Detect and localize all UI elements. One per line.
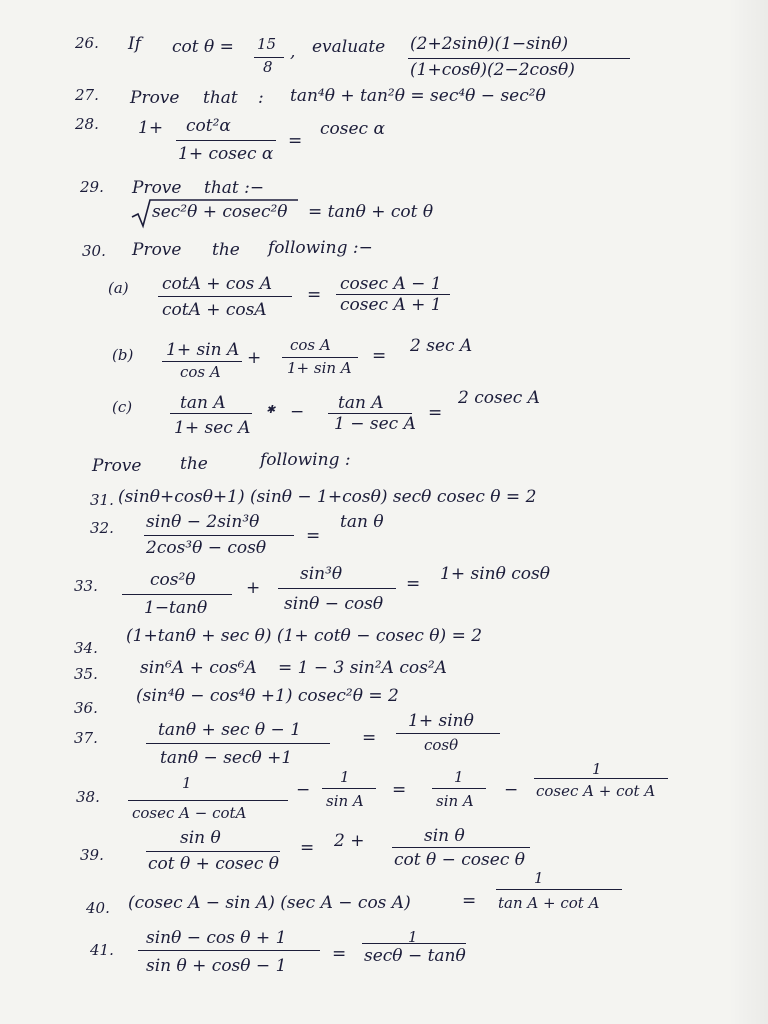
fraction-denominator: cosec A + 1 bbox=[340, 295, 442, 315]
fraction-bar bbox=[144, 535, 294, 536]
fraction-denominator: 1+ sin A bbox=[287, 359, 352, 377]
math: (sinθ+cosθ+1) (sinθ − 1+cosθ) secθ cosec θ = 2 bbox=[118, 487, 537, 507]
radicand: sec²θ + cosec²θ bbox=[152, 202, 288, 222]
plus: + bbox=[246, 578, 261, 598]
math: = tanθ + cot θ bbox=[308, 202, 434, 222]
fraction-numerator: 1+ sin A bbox=[166, 340, 240, 360]
fraction-numerator: 15 bbox=[257, 35, 277, 53]
fraction-numerator: tan A bbox=[338, 393, 384, 413]
page-edge-shadow bbox=[728, 0, 768, 1024]
fraction-numerator: tan A bbox=[180, 393, 226, 413]
problem-number: 41. bbox=[90, 941, 114, 959]
fraction-bar bbox=[396, 733, 500, 734]
fraction-numerator: sinθ − cos θ + 1 bbox=[146, 928, 287, 948]
math: cot θ = bbox=[172, 37, 234, 57]
fraction-bar bbox=[362, 943, 466, 944]
text: the bbox=[180, 454, 208, 474]
minus: − bbox=[504, 780, 519, 800]
part-label: (c) bbox=[112, 398, 133, 416]
fraction-denominator: tan A + cot A bbox=[498, 894, 600, 912]
equals: = bbox=[288, 131, 303, 151]
fraction-denominator: sin θ + cosθ − 1 bbox=[146, 956, 287, 976]
fraction-denominator: cot θ − cosec θ bbox=[394, 850, 525, 870]
problem-number: 35. bbox=[74, 665, 98, 683]
fraction-bar bbox=[162, 361, 242, 362]
text: : bbox=[258, 88, 264, 108]
fraction-numerator: sin³θ bbox=[300, 564, 343, 584]
fraction-bar bbox=[432, 788, 486, 789]
problem-number: 32. bbox=[90, 519, 114, 537]
equals: = bbox=[300, 838, 315, 858]
fraction-denominator: 1+ sec A bbox=[174, 418, 251, 438]
fraction-denominator: 1−tanθ bbox=[144, 598, 208, 618]
equals: = bbox=[362, 728, 377, 748]
fraction-bar bbox=[282, 357, 358, 358]
problem-number: 29. bbox=[80, 178, 104, 196]
plus: + bbox=[247, 348, 262, 368]
text: Prove bbox=[130, 88, 180, 108]
fraction-numerator: cotA + cos A bbox=[162, 274, 273, 294]
problem-number: 40. bbox=[86, 899, 110, 917]
fraction-denominator: cos A bbox=[180, 363, 221, 381]
fraction-bar bbox=[146, 851, 280, 852]
problem-number: 38. bbox=[76, 788, 100, 806]
fraction-numerator: cosec A − 1 bbox=[340, 274, 442, 294]
text: Prove bbox=[132, 240, 182, 260]
fraction-numerator: cos²θ bbox=[150, 570, 196, 590]
problem-number: 36. bbox=[74, 699, 98, 717]
part-label: (b) bbox=[112, 346, 134, 364]
fraction-numerator: cos A bbox=[290, 336, 331, 354]
problem-number: 30. bbox=[82, 242, 106, 260]
equals: = bbox=[332, 944, 347, 964]
equals: = bbox=[462, 891, 477, 911]
problem-number: 28. bbox=[75, 115, 99, 133]
minus: − bbox=[296, 780, 311, 800]
comma: , bbox=[290, 42, 296, 62]
minus: − bbox=[290, 402, 305, 422]
equals: = bbox=[306, 526, 321, 546]
fraction-numerator: (2+2sinθ)(1−sinθ) bbox=[410, 34, 569, 54]
math: 1+ sinθ cosθ bbox=[440, 564, 550, 584]
fraction-denominator: (1+cosθ)(2−2cosθ) bbox=[410, 60, 575, 80]
problem-number: 39. bbox=[80, 846, 104, 864]
math: 2 + bbox=[334, 831, 365, 851]
problem-number: 31. bbox=[90, 491, 114, 509]
scribble-mark: ✱ bbox=[266, 403, 276, 416]
fraction-numerator: 1 bbox=[182, 774, 192, 792]
problem-number: 34. bbox=[74, 639, 98, 657]
equals: = bbox=[406, 574, 421, 594]
fraction-bar bbox=[128, 800, 288, 801]
math: = 1 − 3 sin²A cos²A bbox=[278, 658, 447, 678]
problem-number: 37. bbox=[74, 729, 98, 747]
equals: = bbox=[372, 346, 387, 366]
math: tan⁴θ + tan²θ = sec⁴θ − sec²θ bbox=[290, 86, 546, 106]
fraction-bar bbox=[122, 594, 232, 595]
fraction-numerator: 1 bbox=[340, 768, 350, 786]
fraction-numerator: 1 bbox=[454, 768, 464, 786]
fraction-bar bbox=[496, 889, 622, 890]
math: (1+tanθ + sec θ) (1+ cotθ − cosec θ) = 2 bbox=[126, 626, 483, 646]
fraction-bar bbox=[146, 743, 330, 744]
fraction-denominator: 1+ cosec α bbox=[178, 144, 274, 164]
math: tan θ bbox=[340, 512, 384, 532]
fraction-numerator: sinθ − 2sin³θ bbox=[146, 512, 260, 532]
equals: = bbox=[307, 285, 322, 305]
fraction-bar bbox=[322, 788, 376, 789]
fraction-denominator: sinθ − cosθ bbox=[284, 594, 384, 614]
fraction-denominator: sin A bbox=[326, 792, 364, 810]
math: 2 sec A bbox=[410, 336, 473, 356]
fraction-numerator: 1 bbox=[534, 869, 544, 887]
fraction-denominator: cosec A + cot A bbox=[536, 782, 656, 800]
math: (cosec A − sin A) (sec A − cos A) bbox=[128, 893, 411, 913]
fraction-numerator: cot²α bbox=[186, 116, 231, 136]
math: 1+ bbox=[138, 118, 164, 138]
fraction-bar bbox=[176, 140, 276, 141]
math: cosec α bbox=[320, 119, 385, 139]
problem-number: 26. bbox=[75, 34, 99, 52]
fraction-denominator: cotA + cosA bbox=[162, 300, 267, 320]
fraction-bar bbox=[170, 413, 252, 414]
fraction-denominator: 2cos³θ − cosθ bbox=[146, 538, 267, 558]
fraction-bar bbox=[158, 296, 292, 297]
problem-number: 33. bbox=[74, 577, 98, 595]
text: following :− bbox=[268, 238, 373, 258]
math: sin⁶A + cos⁶A bbox=[140, 658, 257, 678]
fraction-numerator: sin θ bbox=[424, 826, 465, 846]
fraction-bar bbox=[278, 588, 396, 589]
math: (sin⁴θ − cos⁴θ +1) cosec²θ = 2 bbox=[136, 686, 399, 706]
text: Prove bbox=[92, 456, 142, 476]
equals: = bbox=[428, 403, 443, 423]
fraction-denominator: 1 − sec A bbox=[334, 414, 416, 434]
text: that bbox=[203, 88, 238, 108]
text: that :− bbox=[204, 178, 265, 198]
fraction-denominator: 8 bbox=[263, 58, 273, 76]
fraction-bar bbox=[534, 778, 668, 779]
math: 2 cosec A bbox=[458, 388, 540, 408]
fraction-denominator: cosec A − cotA bbox=[132, 804, 247, 822]
fraction-bar bbox=[392, 847, 530, 848]
fraction-bar bbox=[138, 950, 320, 951]
fraction-denominator: sin A bbox=[436, 792, 474, 810]
text: the bbox=[212, 240, 240, 260]
text: evaluate bbox=[312, 37, 386, 57]
text: following : bbox=[260, 450, 351, 470]
fraction-denominator: cosθ bbox=[424, 736, 459, 754]
fraction-numerator: 1+ sinθ bbox=[408, 711, 474, 731]
fraction-denominator: cot θ + cosec θ bbox=[148, 854, 279, 874]
fraction-numerator: tanθ + sec θ − 1 bbox=[158, 720, 302, 740]
fraction-denominator: tanθ − secθ +1 bbox=[160, 748, 293, 768]
part-label: (a) bbox=[108, 279, 129, 297]
problem-number: 27. bbox=[75, 86, 99, 104]
fraction-denominator: secθ − tanθ bbox=[364, 946, 466, 966]
fraction-numerator: 1 bbox=[592, 760, 602, 778]
text: If bbox=[128, 34, 142, 54]
text: Prove bbox=[132, 178, 182, 198]
fraction-bar bbox=[408, 58, 630, 59]
equals: = bbox=[392, 780, 407, 800]
fraction-numerator: 1 bbox=[408, 928, 418, 946]
fraction-numerator: sin θ bbox=[180, 828, 221, 848]
